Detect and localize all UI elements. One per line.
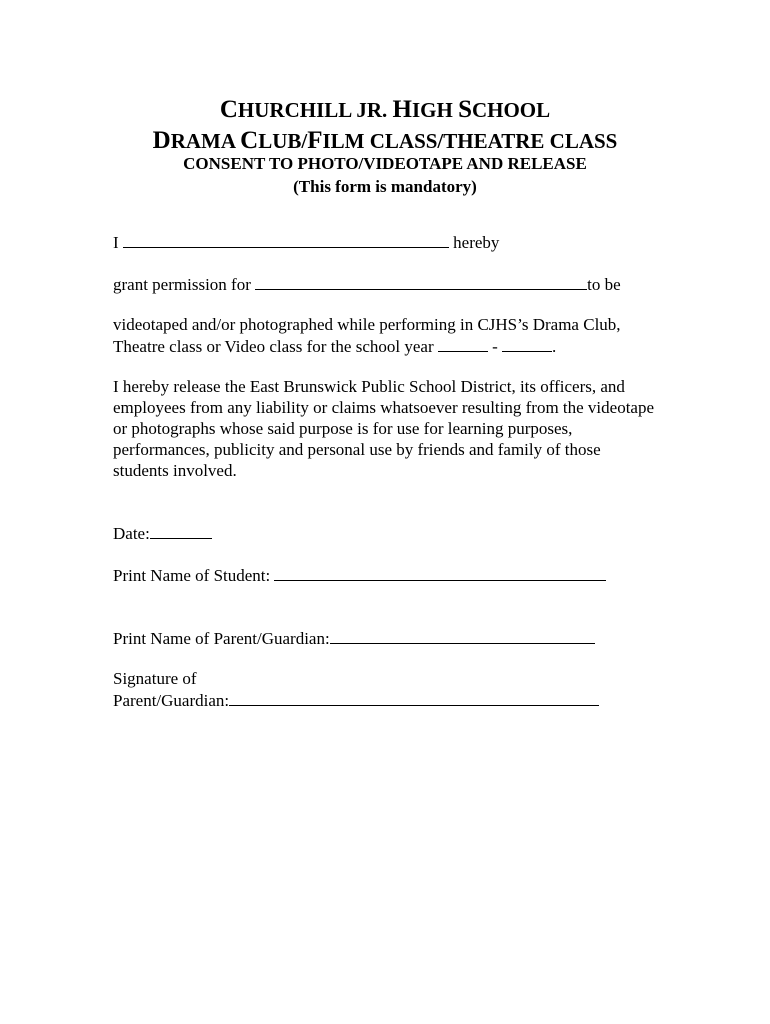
title-text-3: CHOOL xyxy=(471,98,551,122)
student-name-field[interactable] xyxy=(274,564,606,581)
student-print-line xyxy=(113,564,606,586)
videotaped-line: videotaped and/or photographed while performing in CJHS’s Drama Club, xyxy=(113,315,621,334)
title-initial-h: H xyxy=(392,96,412,123)
student-name-label: Print Name of Student: xyxy=(113,566,271,585)
signature-label-line-1: Signature of xyxy=(113,669,197,688)
grant-permission-label: grant permission for xyxy=(113,275,251,294)
title-initial-s: S xyxy=(458,96,472,123)
parent-name-field[interactable] xyxy=(330,627,595,644)
year-dash: - xyxy=(492,337,498,356)
student-name-line xyxy=(113,231,499,253)
i-label: I xyxy=(113,233,119,252)
title-initial-c: C xyxy=(219,96,238,123)
signature-field[interactable] xyxy=(229,689,599,706)
name-blank-field[interactable] xyxy=(123,231,449,248)
permission-for-field[interactable] xyxy=(255,273,587,290)
permission-line xyxy=(113,273,621,295)
date-line xyxy=(113,522,212,544)
school-year-start-field[interactable] xyxy=(438,335,488,352)
hereby-label: hereby xyxy=(453,233,500,252)
year-period: . xyxy=(552,337,557,356)
program-text-1: RAMA xyxy=(170,129,241,153)
release-paragraph: I hereby release the East Brunswick Public School District, its officers, and employees from any liability or claims whatsoever resulting from the videotape or photographs whose said purpose is for use for learning purposes, performances, publicity and personal use by friends and family of those students involved. xyxy=(113,377,655,480)
date-label: Date: xyxy=(113,524,150,543)
school-title xyxy=(0,96,770,124)
signature-label: Parent/Guardian: xyxy=(113,691,230,710)
school-year-end-field[interactable] xyxy=(502,335,552,352)
date-field[interactable] xyxy=(150,522,212,539)
program-text-2: LUB/ xyxy=(258,129,308,153)
school-year-label: Theatre class or Video class for the school year xyxy=(113,337,434,356)
mandatory-note: (This form is mandatory) xyxy=(293,177,477,196)
program-initial-d: D xyxy=(152,127,171,154)
parent-name-label: Print Name of Parent/Guardian: xyxy=(113,629,330,648)
parent-print-line xyxy=(113,627,595,649)
school-year-line xyxy=(113,335,556,357)
title-text-1: HURCHILL JR. xyxy=(237,98,393,122)
signature-line xyxy=(113,689,599,711)
program-text-3: ILM CLASS/THEATRE CLASS xyxy=(322,129,618,153)
form-subtitle: CONSENT TO PHOTO/VIDEOTAPE AND RELEASE xyxy=(183,154,587,173)
to-be-label: to be xyxy=(587,275,621,294)
program-title xyxy=(0,127,770,155)
program-initial-f: F xyxy=(307,127,323,154)
title-text-2: IGH xyxy=(411,98,459,122)
program-initial-c: C xyxy=(240,127,259,154)
